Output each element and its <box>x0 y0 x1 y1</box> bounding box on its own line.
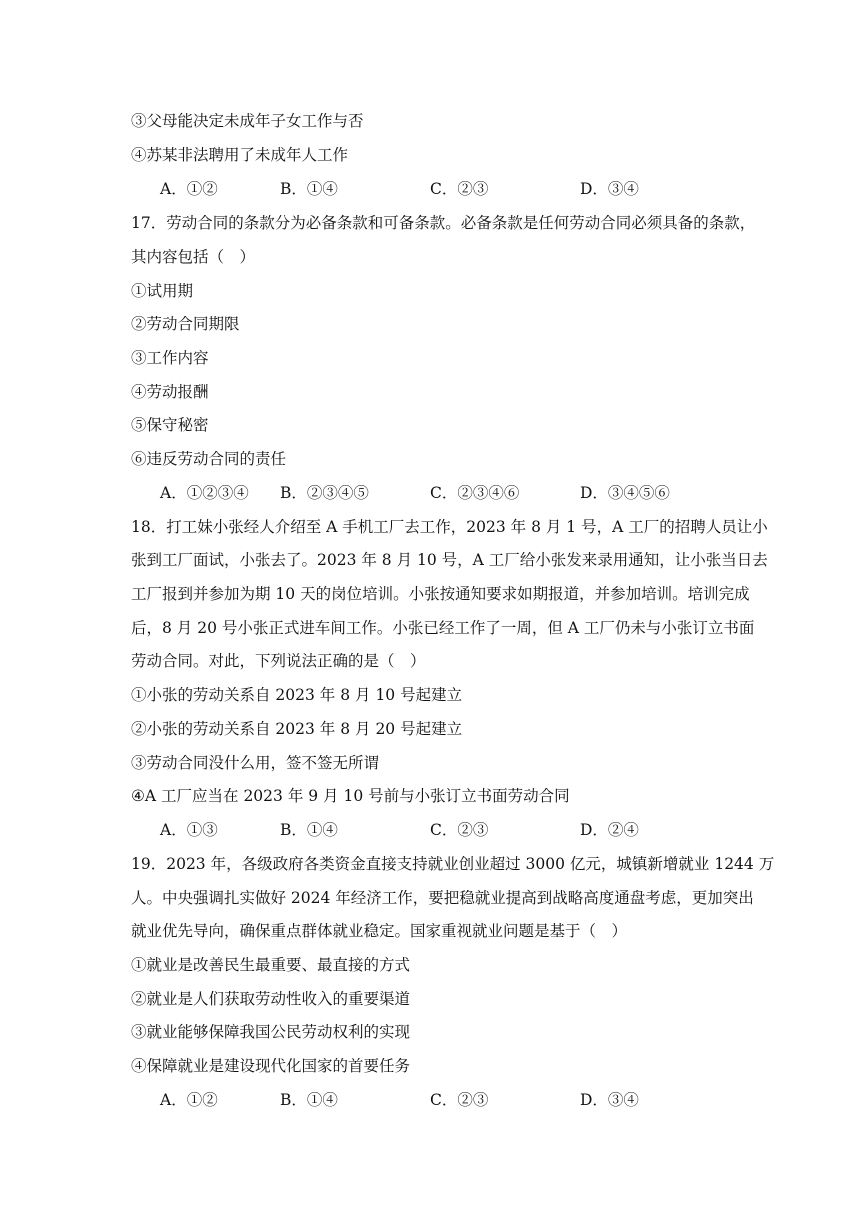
q18-stem-line-1: 18．打工妹小张经人介绍至 A 手机工厂去工作，2023 年 8 月 1 号，A 工厂的招聘人员让小 <box>131 518 768 536</box>
q16-option-b[interactable]: B．①④ <box>280 180 338 198</box>
q18-item-1: ①小张的劳动关系自 2023 年 8 月 10 号起建立 <box>131 686 463 704</box>
q19-options <box>160 1089 720 1111</box>
q19-stem-line-3: 就业优先导向，确保重点群体就业稳定。国家重视就业问题是基于（ ） <box>131 922 628 940</box>
q17-item-2: ②劳动合同期限 <box>131 315 240 333</box>
q17-item-1: ①试用期 <box>131 282 194 300</box>
q18-option-a[interactable]: A．①③ <box>160 821 218 839</box>
q17-stem-line-2: 其内容包括（ ） <box>131 248 256 266</box>
q16-item-4: ④苏某非法聘用了未成年人工作 <box>131 146 349 164</box>
q17-option-a[interactable]: A．①②③④ <box>160 484 249 502</box>
q18-option-b[interactable]: B．①④ <box>280 821 338 839</box>
q17-item-6: ⑥违反劳动合同的责任 <box>131 450 287 468</box>
q19-item-1: ①就业是改善民生最重要、最直接的方式 <box>131 956 411 974</box>
q19-option-b[interactable]: B．①④ <box>280 1091 338 1109</box>
q18-option-d[interactable]: D．②④ <box>580 821 639 839</box>
q19-item-4: ④保障就业是建设现代化国家的首要任务 <box>131 1057 411 1075</box>
q18-item-3: ③劳动合同没什么用，签不签无所谓 <box>131 754 380 772</box>
q19-stem-line-1: 19．2023 年，各级政府各类资金直接支持就业创业超过 3000 亿元，城镇新增就业 1244 万 <box>131 855 775 873</box>
q16-option-d[interactable]: D．③④ <box>580 180 639 198</box>
q17-option-c[interactable]: C．②③④⑥ <box>430 484 520 502</box>
q18-stem-line-3: 工厂报到并参加为期 10 天的岗位培训。小张按通知要求如期报道，并参加培训。培训完成 <box>131 585 750 603</box>
q19-item-2: ②就业是人们获取劳动性收入的重要渠道 <box>131 990 411 1008</box>
q17-item-4: ④劳动报酬 <box>131 383 209 401</box>
q18-item-4: ④A 工厂应当在 2023 年 9 月 10 号前与小张订立书面劳动合同 <box>131 787 570 805</box>
q18-option-c[interactable]: C．②③ <box>430 821 489 839</box>
q17-option-b[interactable]: B．②③④⑤ <box>280 484 369 502</box>
q18-stem-line-4: 后，8 月 20 号小张正式进车间工作。小张已经工作了一周，但 A 工厂仍未与小张订立书面 <box>131 619 755 637</box>
q17-stem-line-1: 17．劳动合同的条款分为必备条款和可备条款。必备条款是任何劳动合同必须具备的条款， <box>131 214 756 232</box>
q19-option-d[interactable]: D．③④ <box>580 1091 639 1109</box>
q17-options <box>160 482 720 504</box>
q16-item-3: ③父母能决定未成年子女工作与否 <box>131 112 364 130</box>
q17-item-5: ⑤保守秘密 <box>131 416 209 434</box>
q16-options <box>160 178 720 200</box>
q18-stem-line-5: 劳动合同。对此，下列说法正确的是（ ） <box>131 652 426 670</box>
q16-option-c[interactable]: C．②③ <box>430 180 489 198</box>
q19-option-c[interactable]: C．②③ <box>430 1091 489 1109</box>
q18-options <box>160 819 720 841</box>
q16-option-a[interactable]: A．①② <box>160 180 218 198</box>
q17-option-d[interactable]: D．③④⑤⑥ <box>580 484 670 502</box>
q18-item-2: ②小张的劳动关系自 2023 年 8 月 20 号起建立 <box>131 720 463 738</box>
q19-stem-line-2: 人。中央强调扎实做好 2024 年经济工作，要把稳就业提高到战略高度通盘考虑，更加突出 <box>131 889 754 907</box>
q19-option-a[interactable]: A．①② <box>160 1091 218 1109</box>
q19-item-3: ③就业能够保障我国公民劳动权利的实现 <box>131 1023 411 1041</box>
q18-stem-line-2: 张到工厂面试，小张去了。2023 年 8 月 10 号，A 工厂给小张发来录用通知，让小张当日去 <box>131 551 768 569</box>
q17-item-3: ③工作内容 <box>131 349 209 367</box>
